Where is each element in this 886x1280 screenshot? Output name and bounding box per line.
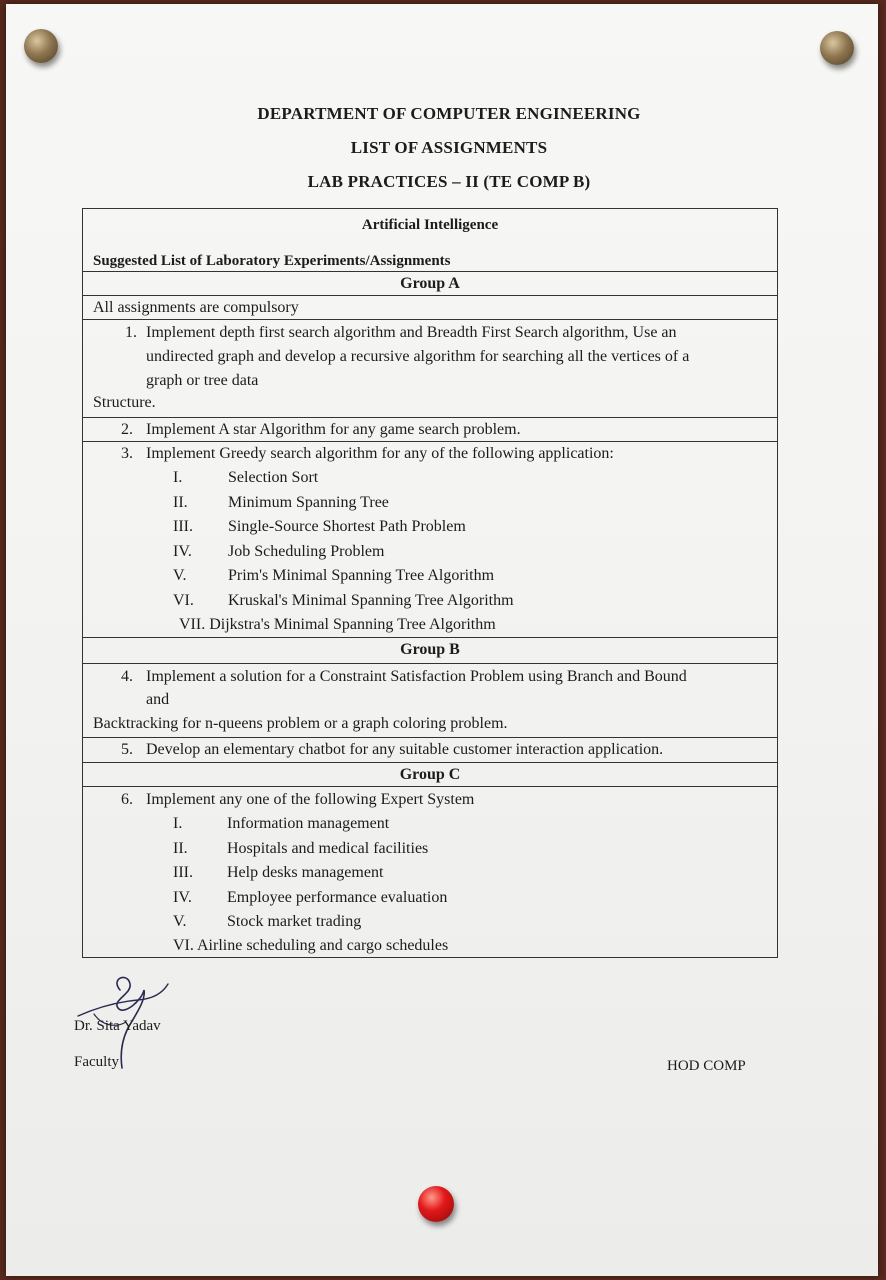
assignment-1-line-2: undirected graph and develop a recursive algorithm for searching all the vertices of a (146, 348, 690, 365)
sub-item-text: Selection Sort (228, 469, 319, 486)
sub-item-number: V. (173, 567, 187, 584)
hod-label: HOD COMP (667, 1058, 746, 1074)
group-c-label: Group C (399, 766, 461, 783)
faculty-role: Faculty (74, 1054, 119, 1070)
sub-item-number: III. (173, 864, 193, 881)
assignment-2-text: Implement A star Algorithm for any game search problem. (146, 421, 521, 438)
assignment-1-tail: Structure. (93, 394, 156, 411)
course-title: LAB PRACTICES – II (TE COMP B) (307, 172, 591, 191)
red-pushpin-bottom (418, 1186, 454, 1222)
assignment-number: 3. (121, 445, 133, 462)
sub-item-text: Employee performance evaluation (227, 888, 448, 906)
sub-item-number: VI. (173, 591, 194, 609)
sub-item-text: Information management (227, 815, 390, 832)
group-a-note: All assignments are compulsory (93, 299, 299, 316)
sub-item-text: Help desks management (227, 864, 384, 881)
sub-item-text: Hospitals and medical facilities (227, 839, 429, 857)
assignment-4-line-2: and (146, 691, 170, 708)
sub-item-number: III. (173, 518, 193, 535)
brass-thumbtack-top-right (820, 31, 854, 65)
assignment-5-text: Develop an elementary chatbot for any suitable customer interaction application. (146, 741, 664, 758)
assignment-number: 2. (121, 421, 133, 438)
sub-item-number: I. (173, 469, 183, 486)
sub-item-number: IV. (173, 888, 192, 906)
sub-item-last: VII. Dijkstra's Minimal Spanning Tree Algorithm (179, 616, 496, 633)
assignment-number: 6. (121, 791, 133, 808)
subject-title: Artificial Intelligence (361, 217, 499, 233)
sub-item-text: Minimum Spanning Tree (228, 493, 389, 511)
sub-item-text: Job Scheduling Problem (228, 542, 385, 560)
department-heading: DEPARTMENT OF COMPUTER ENGINEERING (257, 104, 641, 123)
sub-item-number: II. (173, 839, 188, 857)
sub-item-number: IV. (173, 542, 192, 560)
assignment-1-line-3: graph or tree data (146, 372, 259, 389)
group-a-label: Group A (400, 275, 460, 292)
suggested-list-heading: Suggested List of Laboratory Experiments/Assignments (93, 253, 451, 269)
assignment-number: 1. (125, 324, 137, 341)
sub-item-last: VI. Airline scheduling and cargo schedules (173, 937, 449, 954)
assignment-1-line-1: Implement depth first search algorithm and Breadth First Search algorithm, Use an (146, 324, 677, 341)
assignments-table (82, 208, 778, 958)
brass-thumbtack-top-left (24, 29, 58, 63)
paper-sheet (6, 4, 878, 1276)
assignment-3-text: Implement Greedy search algorithm for any of the following application: (146, 445, 614, 462)
sub-item-text: Kruskal's Minimal Spanning Tree Algorithm (228, 591, 514, 609)
sub-item-text: Stock market trading (227, 913, 362, 930)
sub-item-number: I. (173, 815, 183, 832)
assignment-4-line-1: Implement a solution for a Constraint Satisfaction Problem using Branch and Bound (146, 668, 687, 685)
assignment-number: 4. (121, 668, 133, 685)
assignment-4-tail: Backtracking for n-queens problem or a graph coloring problem. (93, 715, 508, 732)
sub-item-number: V. (173, 913, 187, 930)
sub-item-text: Single-Source Shortest Path Problem (228, 518, 466, 535)
list-title: LIST OF ASSIGNMENTS (350, 138, 548, 157)
sub-item-text: Prim's Minimal Spanning Tree Algorithm (228, 567, 495, 584)
faculty-name: Dr. Sita Yadav (74, 1018, 161, 1034)
assignment-6-text: Implement any one of the following Expert System (146, 791, 475, 808)
sub-item-number: II. (173, 493, 188, 511)
assignment-number: 5. (121, 741, 133, 758)
group-b-label: Group B (400, 641, 460, 658)
row-divider (83, 663, 777, 664)
